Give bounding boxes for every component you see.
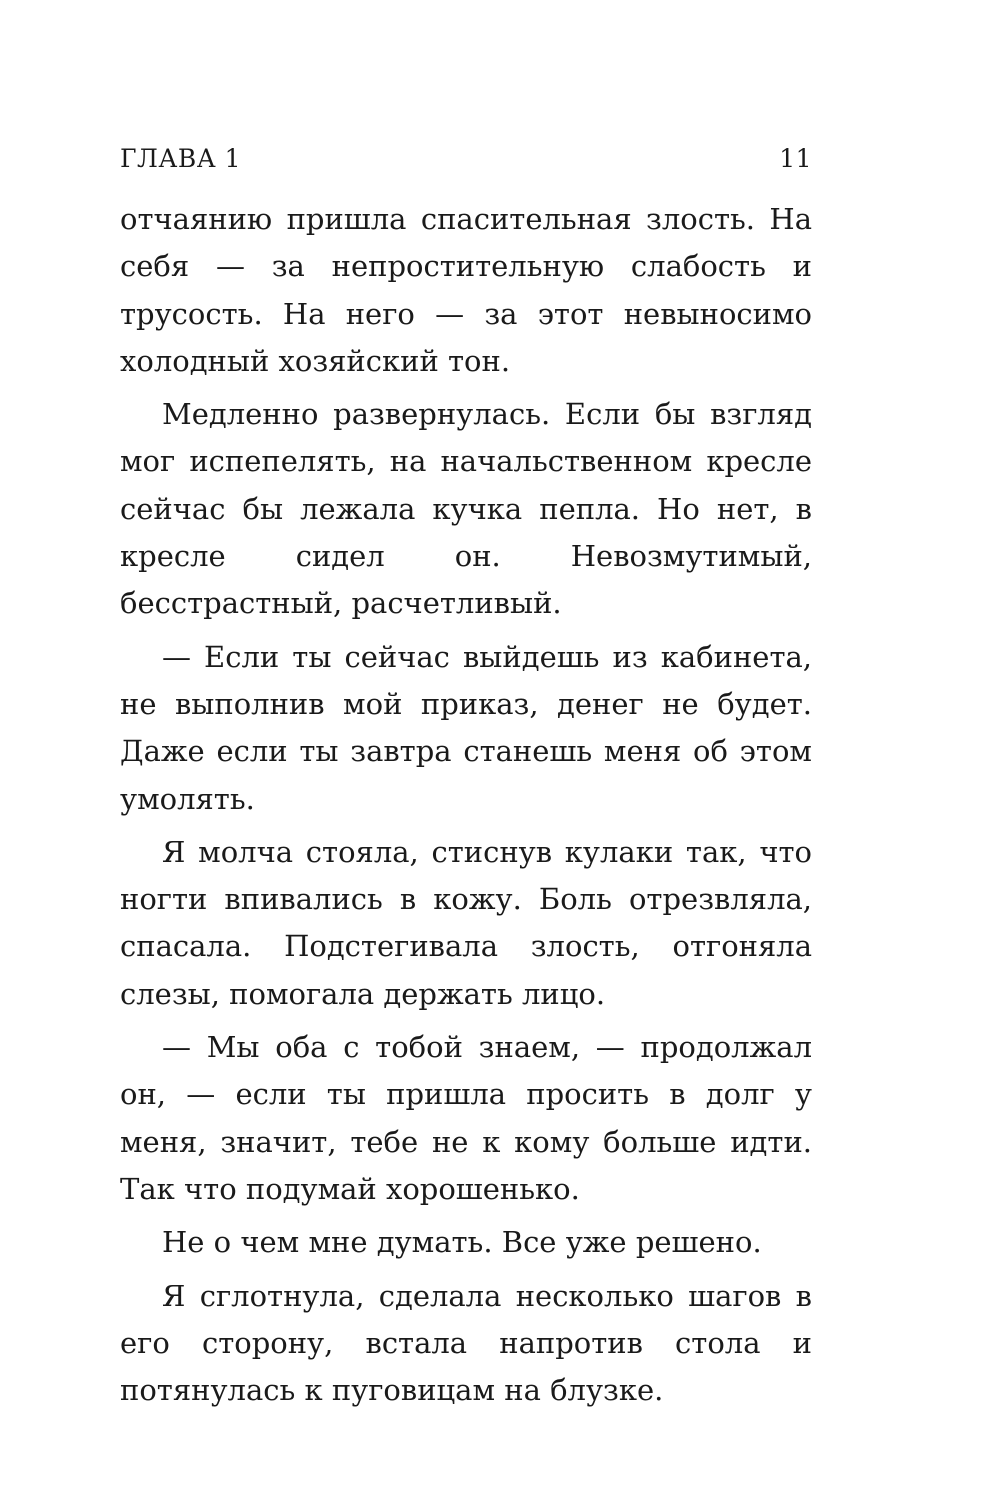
paragraph: — Мы оба с тобой знаем, — продолжал он, — если ты пришла просить в долг у меня, значит, тебе не к кому больше идти. Так что подумай хорошенько. [120, 1030, 812, 1206]
paragraph: — Если ты сейчас выйдешь из кабинета, не выполнив мой приказ, денег не будет. Даже если ты завтра станешь меня об этом умолять. [120, 639, 812, 816]
paragraph: отчаянию пришла спасительная злость. На себя — за непростительную слабость и трусость. На него — за этот невыносимо холодный хозяйский тон. [120, 202, 812, 378]
body-text [120, 196, 812, 1414]
page-header [120, 142, 812, 176]
running-head: ГЛАВА 1 [120, 144, 242, 173]
paragraph: Я сглотнула, сделала несколько шагов в его сторону, встала напротив стола и потянулась к пуговицам на блузке. [120, 1278, 812, 1408]
paragraph: Медленно развернулась. Если бы взгляд мог испепелять, на начальственном кресле сейчас бы лежала кучка пепла. Но нет, в кресле сидел он. Невозмутимый, бесстрастный, расчетливый. [120, 397, 812, 621]
paragraph: Не о чем мне думать. Все уже решено. [162, 1225, 762, 1260]
paragraph: Я молча стояла, стиснув кулаки так, что ногти впивались в кожу. Боль отрезвляла, спасала. Подстегивала злость, отгоняла слезы, помогала держать лицо. [120, 834, 812, 1011]
page-number: 11 [779, 144, 812, 173]
